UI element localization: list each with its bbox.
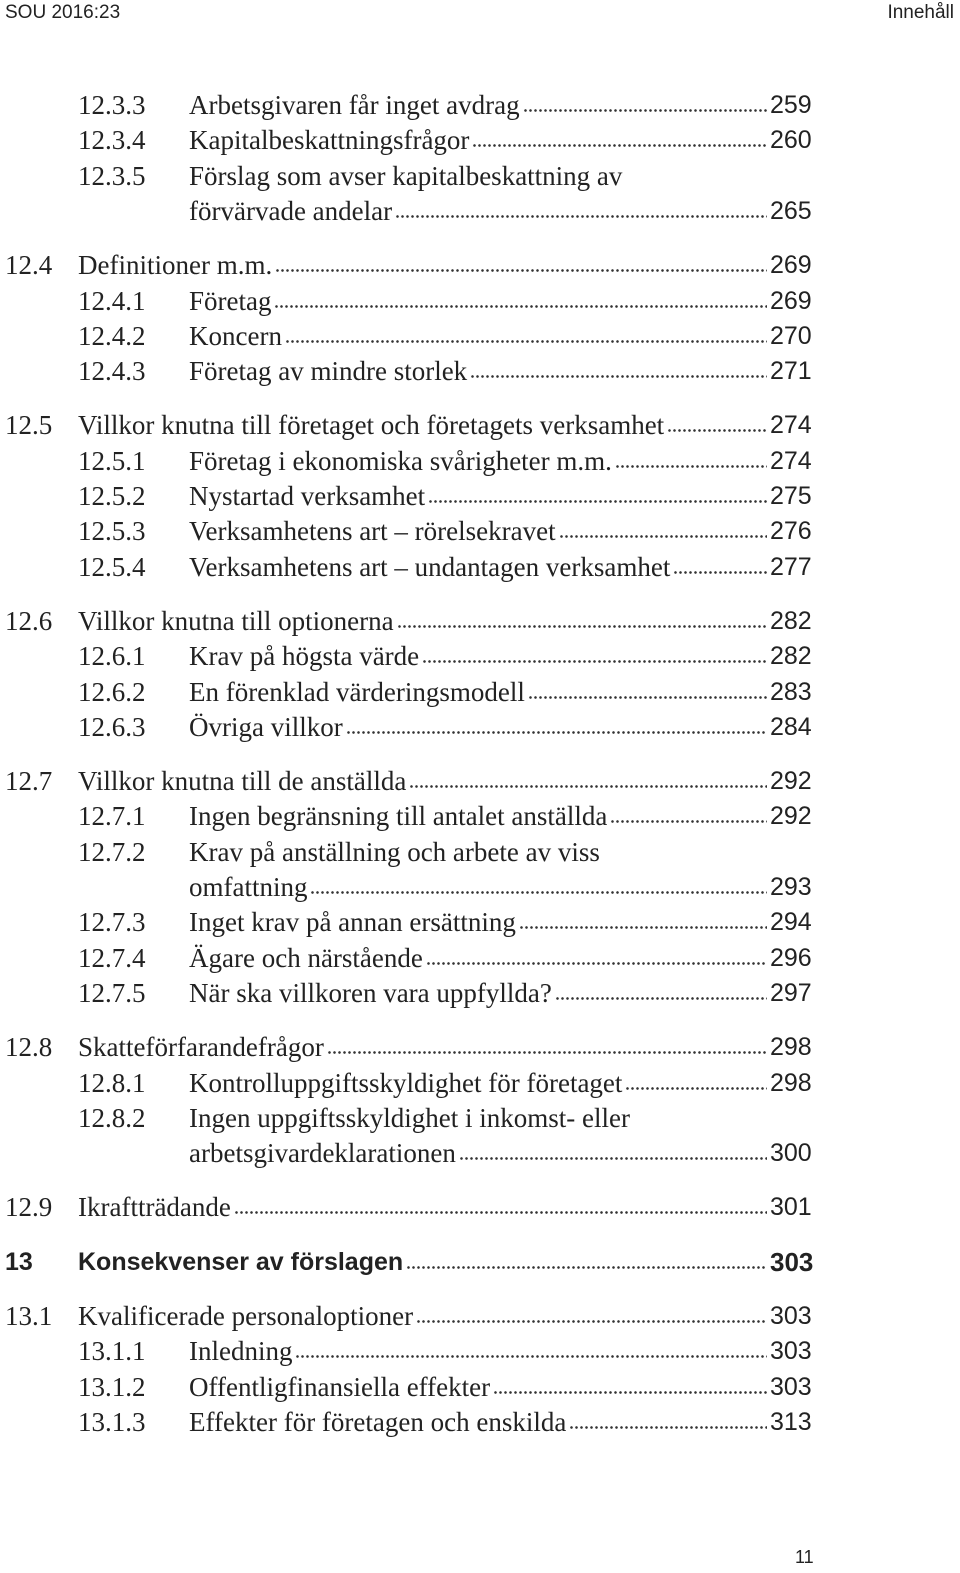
dot-leader <box>422 659 767 664</box>
toc-entry-page: 274 <box>770 446 812 475</box>
toc-entry-number: 12.6 <box>5 605 53 636</box>
dot-leader <box>346 730 767 735</box>
toc-entry-title: Verksamhetens art – rörelsekravet <box>189 516 556 547</box>
toc-entry-title: Nystartad verksamhet <box>189 481 426 511</box>
toc-entry-page: 298 <box>770 1068 812 1097</box>
toc-entry-number: 12.8.1 <box>78 1067 146 1098</box>
toc-entry-page: 296 <box>770 943 812 972</box>
toc-entry[interactable] <box>0 1030 960 1064</box>
toc-entry-title: arbetsgivardeklarationen <box>189 1138 456 1169</box>
toc-entry-title: En förenklad värderingsmodell <box>189 676 525 707</box>
toc-entry-page: 294 <box>770 908 812 937</box>
toc-entry-continuation[interactable] <box>0 870 960 904</box>
toc-entry[interactable] <box>0 1190 960 1224</box>
toc-entry[interactable] <box>0 764 960 798</box>
dot-leader <box>426 961 767 966</box>
toc-entry-title: Definitioner m.m. <box>78 250 273 281</box>
toc-entry[interactable] <box>0 408 960 442</box>
toc-entry-number: 12.4.2 <box>78 320 146 351</box>
dot-leader <box>459 1156 767 1161</box>
toc-entry-title: Inledning <box>189 1336 293 1367</box>
toc-entry-number: 12.7 <box>5 766 53 797</box>
toc-entry-page: 275 <box>770 482 812 510</box>
toc-entry-number: 12.9 <box>5 1192 53 1223</box>
dot-leader <box>275 268 767 273</box>
toc-entry-number: 12.7.3 <box>78 907 146 938</box>
toc-entry-page: 274 <box>770 411 812 440</box>
toc-entry[interactable] <box>0 1370 960 1404</box>
running-header-right: Innehåll <box>887 2 954 23</box>
dot-leader <box>555 996 767 1001</box>
toc-entry-number: 13.1 <box>5 1301 53 1331</box>
toc-entry[interactable] <box>0 1334 960 1368</box>
dot-leader <box>295 1354 767 1359</box>
dot-leader <box>234 1210 767 1215</box>
toc-entry-number: 12.7.2 <box>78 836 146 867</box>
toc-entry[interactable] <box>0 1066 960 1100</box>
toc-entry-continuation[interactable] <box>0 1136 960 1170</box>
toc-entry-number: 12.3.5 <box>78 160 146 191</box>
toc-entry-number: 12.4.1 <box>78 285 146 316</box>
dot-leader <box>274 304 767 309</box>
toc-entry-number: 13 <box>5 1247 33 1276</box>
toc-entry-title: Offentligfinansiella effekter <box>189 1371 491 1402</box>
toc-entry-page: 269 <box>770 286 812 315</box>
toc-entry-number: 13.1.3 <box>78 1406 146 1437</box>
toc-entry[interactable] <box>0 604 960 638</box>
dot-leader <box>409 784 767 789</box>
toc-entry-title: Arbetsgivaren får inget avdrag <box>189 90 520 120</box>
toc-entry[interactable] <box>0 88 960 122</box>
toc-entry-title: Övriga villkor <box>189 711 343 742</box>
toc-entry-page: 313 <box>770 1407 812 1436</box>
toc-entry-title: Förslag som avser kapitalbeskattning av <box>189 160 623 191</box>
dot-leader <box>472 143 767 148</box>
toc-entry-number: 12.5.2 <box>78 481 146 511</box>
dot-leader <box>327 1050 767 1055</box>
dot-leader <box>559 534 767 539</box>
toc-entry[interactable] <box>0 444 960 478</box>
toc-entry[interactable] <box>0 319 960 353</box>
page-number: 11 <box>795 1547 814 1567</box>
toc-entry-page: 297 <box>770 978 812 1007</box>
toc-entry-title: Företag i ekonomiska svårigheter m.m. <box>189 445 612 476</box>
toc-entry-page: 303 <box>770 1302 812 1330</box>
toc-entry-number: 12.7.4 <box>78 942 146 973</box>
toc-entry-title: Företag av mindre storlek <box>189 356 468 387</box>
toc-entry-title: omfattning <box>189 872 308 902</box>
toc-entry[interactable] <box>0 159 960 193</box>
dot-leader <box>285 339 767 344</box>
toc-entry-page: 270 <box>770 321 812 350</box>
toc-entry-title: Ikraftträdande <box>78 1192 231 1223</box>
toc-entry-number: 12.4 <box>5 250 53 281</box>
toc-entry-number: 12.5 <box>5 410 53 441</box>
toc-entry-number: 12.7.1 <box>78 801 146 832</box>
toc-entry-page: 303 <box>770 1337 812 1366</box>
toc-entry-number: 12.7.5 <box>78 977 146 1008</box>
toc-entry-number: 12.3.3 <box>78 90 146 120</box>
toc-entry-page: 276 <box>770 517 812 546</box>
toc-entry-title: förvärvade andelar <box>189 195 393 226</box>
toc-entry-title: Ingen begränsning till antalet anställda <box>189 801 608 832</box>
toc-entry[interactable] <box>0 284 960 318</box>
toc-entry-page: 265 <box>770 196 812 225</box>
toc-entry-continuation[interactable] <box>0 194 960 228</box>
toc-entry[interactable] <box>0 123 960 157</box>
toc-entry-page: 260 <box>770 126 812 155</box>
toc-entry[interactable] <box>0 905 960 939</box>
toc-entry[interactable] <box>0 514 960 548</box>
dot-leader <box>528 695 767 700</box>
toc-entry-title: Kvalificerade personaloptioner <box>78 1301 414 1331</box>
toc-entry-page: 292 <box>770 802 812 831</box>
toc-entry[interactable] <box>0 354 960 388</box>
toc-entry[interactable] <box>0 550 960 584</box>
toc-entry[interactable] <box>0 835 960 869</box>
toc-entry-title: Verksamhetens art – undantagen verksamhet <box>189 551 671 582</box>
toc-entry[interactable] <box>0 479 960 513</box>
toc-entry-number: 12.3.4 <box>78 125 146 156</box>
toc-entry-page: 277 <box>770 552 812 581</box>
toc-entry-page: 282 <box>770 606 812 635</box>
toc-entry-number: 12.8 <box>5 1032 53 1063</box>
toc-entry-title: Villkor knutna till de anställda <box>78 766 407 797</box>
dot-leader <box>493 1390 767 1395</box>
toc-entry-page: 298 <box>770 1033 812 1062</box>
toc-entry-page: 283 <box>770 677 812 706</box>
toc-entry-number: 12.5.1 <box>78 445 146 476</box>
toc-entry-title: Krav på anställning och arbete av viss <box>189 836 600 867</box>
toc-entry-number: 13.1.1 <box>78 1336 146 1367</box>
toc-entry-page: 259 <box>770 91 812 119</box>
dot-leader <box>406 1265 767 1270</box>
toc-entry-number: 13.1.2 <box>78 1371 146 1402</box>
toc-entry-number: 12.8.2 <box>78 1102 146 1133</box>
toc-entry-page: 293 <box>770 873 812 901</box>
toc-entry-title: Villkor knutna till företaget och företagets verksamhet <box>78 410 665 441</box>
toc-entry-number: 12.4.3 <box>78 356 146 387</box>
toc-entry-page: 303 <box>770 1246 814 1277</box>
toc-entry[interactable] <box>0 710 960 744</box>
toc-entry-title: Kontrolluppgiftsskyldighet för företaget <box>189 1067 623 1098</box>
toc-entry[interactable] <box>0 976 960 1010</box>
toc-entry[interactable] <box>0 1245 960 1279</box>
toc-entry-title: När ska villkoren vara uppfyllda? <box>189 977 552 1008</box>
dot-leader <box>428 499 767 504</box>
toc-entry-page: 269 <box>770 251 812 280</box>
toc-entry[interactable] <box>0 1405 960 1439</box>
toc-entry-title: Effekter för företagen och enskilda <box>189 1406 567 1437</box>
toc-entry-title: Skatteförfarandefrågor <box>78 1032 324 1063</box>
toc-entry-number: 12.6.3 <box>78 711 146 742</box>
toc-entry-page: 284 <box>770 712 812 741</box>
dot-leader <box>673 570 767 575</box>
toc-entry[interactable] <box>0 1299 960 1333</box>
toc-entry-number: 12.6.2 <box>78 676 146 707</box>
toc-entry-number: 12.6.1 <box>78 641 146 672</box>
dot-leader <box>667 428 767 433</box>
dot-leader <box>625 1086 767 1091</box>
toc-entry-title: Krav på högsta värde <box>189 641 420 672</box>
toc-entry-number: 12.5.4 <box>78 551 146 582</box>
toc-entry-title: Ingen uppgiftsskyldighet i inkomst- eller <box>189 1102 630 1133</box>
dot-leader <box>470 374 767 379</box>
dot-leader <box>569 1425 767 1430</box>
toc-entry-title: Ägare och närstående <box>189 942 423 973</box>
toc-entry-title: Villkor knutna till optionerna <box>78 605 394 636</box>
toc-entry-page: 301 <box>770 1193 812 1222</box>
dot-leader <box>395 214 767 219</box>
toc-entry-title: Konsekvenser av förslagen <box>78 1247 404 1276</box>
toc-entry-title: Kapitalbeskattningsfrågor <box>189 125 470 156</box>
dot-leader <box>610 819 767 824</box>
dot-leader <box>397 624 767 629</box>
toc-entry-page: 292 <box>770 767 812 796</box>
toc-entry-title: Företag <box>189 285 272 316</box>
dot-leader <box>615 464 767 469</box>
toc-entry-page: 271 <box>770 357 812 386</box>
toc-entry-page: 303 <box>770 1372 812 1401</box>
toc-entry-title: Inget krav på annan ersättning <box>189 907 516 938</box>
toc-entry[interactable] <box>0 1101 960 1135</box>
dot-leader <box>416 1319 767 1324</box>
toc-entry[interactable] <box>0 941 960 975</box>
toc-entry[interactable] <box>0 799 960 833</box>
toc-entry[interactable] <box>0 248 960 282</box>
toc-entry-title: Koncern <box>189 320 282 351</box>
dot-leader <box>523 108 767 113</box>
toc-entry-number: 12.5.3 <box>78 516 146 547</box>
toc-entry-page: 300 <box>770 1139 812 1168</box>
running-header-left: SOU 2016:23 <box>5 2 121 23</box>
dot-leader <box>310 890 767 895</box>
toc-entry[interactable] <box>0 639 960 673</box>
dot-leader <box>519 925 767 930</box>
toc-entry-page: 282 <box>770 642 812 671</box>
toc-entry[interactable] <box>0 675 960 709</box>
